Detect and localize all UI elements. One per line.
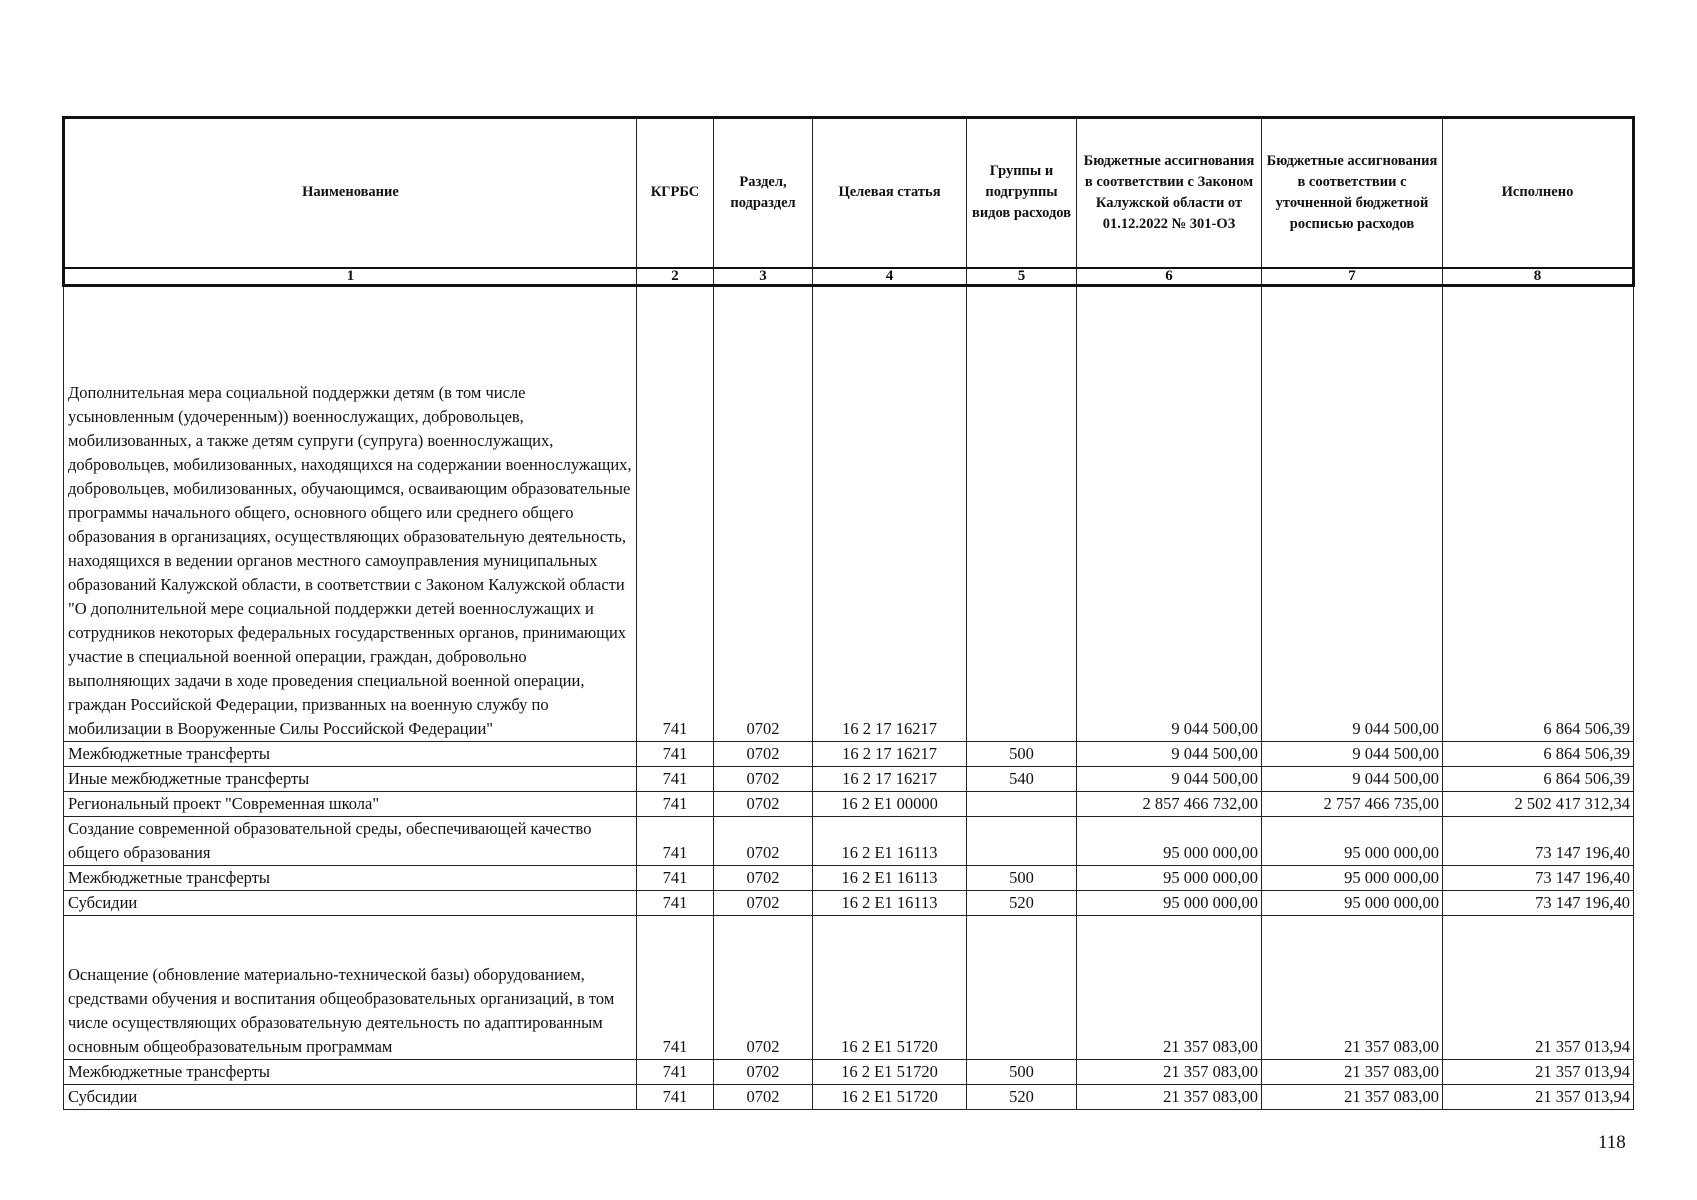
row-law-amount: 9 044 500,00 [1077, 766, 1262, 791]
table-row [64, 791, 1634, 816]
row-executed-amount: 73 147 196,40 [1443, 890, 1634, 915]
row-kgrbs: 741 [637, 791, 714, 816]
row-refined-amount: 21 357 083,00 [1262, 1059, 1443, 1084]
row-law-amount: 21 357 083,00 [1077, 915, 1262, 1059]
row-group: 500 [967, 1059, 1077, 1084]
row-refined-amount: 95 000 000,00 [1262, 816, 1443, 865]
column-header-target: Целевая статья [813, 118, 967, 268]
row-target: 16 2 E1 16113 [813, 865, 967, 890]
row-name: Иные межбюджетные трансферты [64, 766, 637, 791]
row-name: Межбюджетные трансферты [64, 741, 637, 766]
row-law-amount: 9 044 500,00 [1077, 285, 1262, 741]
column-number: 4 [813, 268, 967, 286]
row-kgrbs: 741 [637, 865, 714, 890]
row-target: 16 2 17 16217 [813, 285, 967, 741]
row-group: 500 [967, 741, 1077, 766]
row-group [967, 816, 1077, 865]
column-number: 7 [1262, 268, 1443, 286]
table-row [64, 285, 1634, 741]
row-name: Межбюджетные трансферты [64, 1059, 637, 1084]
column-number: 5 [967, 268, 1077, 286]
row-kgrbs: 741 [637, 285, 714, 741]
row-refined-amount: 9 044 500,00 [1262, 741, 1443, 766]
row-group: 520 [967, 1084, 1077, 1109]
column-number: 6 [1077, 268, 1262, 286]
row-kgrbs: 741 [637, 1084, 714, 1109]
row-group [967, 791, 1077, 816]
row-section: 0702 [714, 741, 813, 766]
column-header-refined: Бюджетные ассигнования в соответствии с уточненной бюджетной росписью расходов [1262, 118, 1443, 268]
column-header-name: Наименование [64, 118, 637, 268]
row-section: 0702 [714, 285, 813, 741]
row-law-amount: 95 000 000,00 [1077, 890, 1262, 915]
row-group: 500 [967, 865, 1077, 890]
row-executed-amount: 6 864 506,39 [1443, 285, 1634, 741]
row-name: Оснащение (обновление материально-технической базы) оборудованием, средствами обучения и воспитания общеобразовательных организаций, в том числе осуществляющих образовательную деятельность по адаптированным основным общеобразовательным программам [64, 915, 637, 1059]
row-target: 16 2 E1 51720 [813, 1084, 967, 1109]
row-target: 16 2 E1 51720 [813, 1059, 967, 1084]
row-name: Региональный проект "Современная школа" [64, 791, 637, 816]
row-executed-amount: 6 864 506,39 [1443, 766, 1634, 791]
row-refined-amount: 21 357 083,00 [1262, 915, 1443, 1059]
row-law-amount: 9 044 500,00 [1077, 741, 1262, 766]
row-law-amount: 95 000 000,00 [1077, 816, 1262, 865]
table-row [64, 816, 1634, 865]
row-name: Межбюджетные трансферты [64, 865, 637, 890]
row-target: 16 2 E1 16113 [813, 816, 967, 865]
column-number: 8 [1443, 268, 1634, 286]
column-number-row [64, 268, 1634, 286]
table-row [64, 766, 1634, 791]
page-number: 118 [1598, 1132, 1626, 1153]
row-section: 0702 [714, 816, 813, 865]
row-refined-amount: 9 044 500,00 [1262, 766, 1443, 791]
column-number: 1 [64, 268, 637, 286]
row-target: 16 2 E1 51720 [813, 915, 967, 1059]
column-header-group: Группы и подгруппы видов расходов [967, 118, 1077, 268]
row-target: 16 2 E1 16113 [813, 890, 967, 915]
header-row [64, 118, 1634, 268]
column-header-executed: Исполнено [1443, 118, 1634, 268]
row-kgrbs: 741 [637, 816, 714, 865]
row-executed-amount: 73 147 196,40 [1443, 865, 1634, 890]
row-kgrbs: 741 [637, 890, 714, 915]
row-target: 16 2 E1 00000 [813, 791, 967, 816]
row-executed-amount: 6 864 506,39 [1443, 741, 1634, 766]
row-name: Дополнительная мера социальной поддержки детям (в том числе усыновленным (удочеренным)) военнослужащих, добровольцев, мобилизованных, а также детям супруги (супруга) военнослужащих, добровольцев, мобилизованных, находящихся на содержании военнослужащих, добровольцев, мобилизованных, обучающимся, осваивающим образовательные программы начального общего, основного общего или среднего общего образования в организациях, осуществляющих образовательную деятельность, находящихся в ведении органов местного самоуправления муниципальных образований Калужской области, в соответствии с Законом Калужской области "О дополнительной мере социальной поддержки детей военнослужащих и сотрудников некоторых федеральных государственных органов, принимающих участие в специальной военной операции, граждан, добровольно выполняющих задачи в ходе проведения специальной военной операции, граждан Российской Федерации, призванных на военную службу по мобилизации в Вооруженные Силы Российской Федерации" [64, 285, 637, 741]
row-refined-amount: 95 000 000,00 [1262, 890, 1443, 915]
row-section: 0702 [714, 915, 813, 1059]
column-header-kgrbs: КГРБС [637, 118, 714, 268]
row-executed-amount: 21 357 013,94 [1443, 1059, 1634, 1084]
table-row [64, 741, 1634, 766]
row-name: Создание современной образовательной среды, обеспечивающей качество общего образования [64, 816, 637, 865]
row-target: 16 2 17 16217 [813, 741, 967, 766]
row-law-amount: 21 357 083,00 [1077, 1059, 1262, 1084]
column-number: 2 [637, 268, 714, 286]
row-law-amount: 21 357 083,00 [1077, 1084, 1262, 1109]
table-row [64, 865, 1634, 890]
column-header-law: Бюджетные ассигнования в соответствии с Законом Калужской области от 01.12.2022 № 301-ОЗ [1077, 118, 1262, 268]
row-section: 0702 [714, 1059, 813, 1084]
table-row [64, 890, 1634, 915]
row-executed-amount: 21 357 013,94 [1443, 1084, 1634, 1109]
row-refined-amount: 95 000 000,00 [1262, 865, 1443, 890]
row-kgrbs: 741 [637, 915, 714, 1059]
row-group [967, 285, 1077, 741]
row-executed-amount: 21 357 013,94 [1443, 915, 1634, 1059]
table-row [64, 1084, 1634, 1109]
row-refined-amount: 2 757 466 735,00 [1262, 791, 1443, 816]
table-row [64, 915, 1634, 1059]
row-section: 0702 [714, 791, 813, 816]
row-group: 520 [967, 890, 1077, 915]
row-refined-amount: 21 357 083,00 [1262, 1084, 1443, 1109]
row-section: 0702 [714, 1084, 813, 1109]
row-name: Субсидии [64, 890, 637, 915]
row-section: 0702 [714, 766, 813, 791]
column-number: 3 [714, 268, 813, 286]
row-section: 0702 [714, 865, 813, 890]
row-target: 16 2 17 16217 [813, 766, 967, 791]
column-header-section: Раздел, подраздел [714, 118, 813, 268]
row-group: 540 [967, 766, 1077, 791]
table-row [64, 1059, 1634, 1084]
row-executed-amount: 73 147 196,40 [1443, 816, 1634, 865]
budget-table [62, 116, 1635, 1110]
row-kgrbs: 741 [637, 741, 714, 766]
row-refined-amount: 9 044 500,00 [1262, 285, 1443, 741]
row-law-amount: 2 857 466 732,00 [1077, 791, 1262, 816]
row-executed-amount: 2 502 417 312,34 [1443, 791, 1634, 816]
row-kgrbs: 741 [637, 1059, 714, 1084]
row-kgrbs: 741 [637, 766, 714, 791]
row-group [967, 915, 1077, 1059]
row-section: 0702 [714, 890, 813, 915]
row-law-amount: 95 000 000,00 [1077, 865, 1262, 890]
row-name: Субсидии [64, 1084, 637, 1109]
